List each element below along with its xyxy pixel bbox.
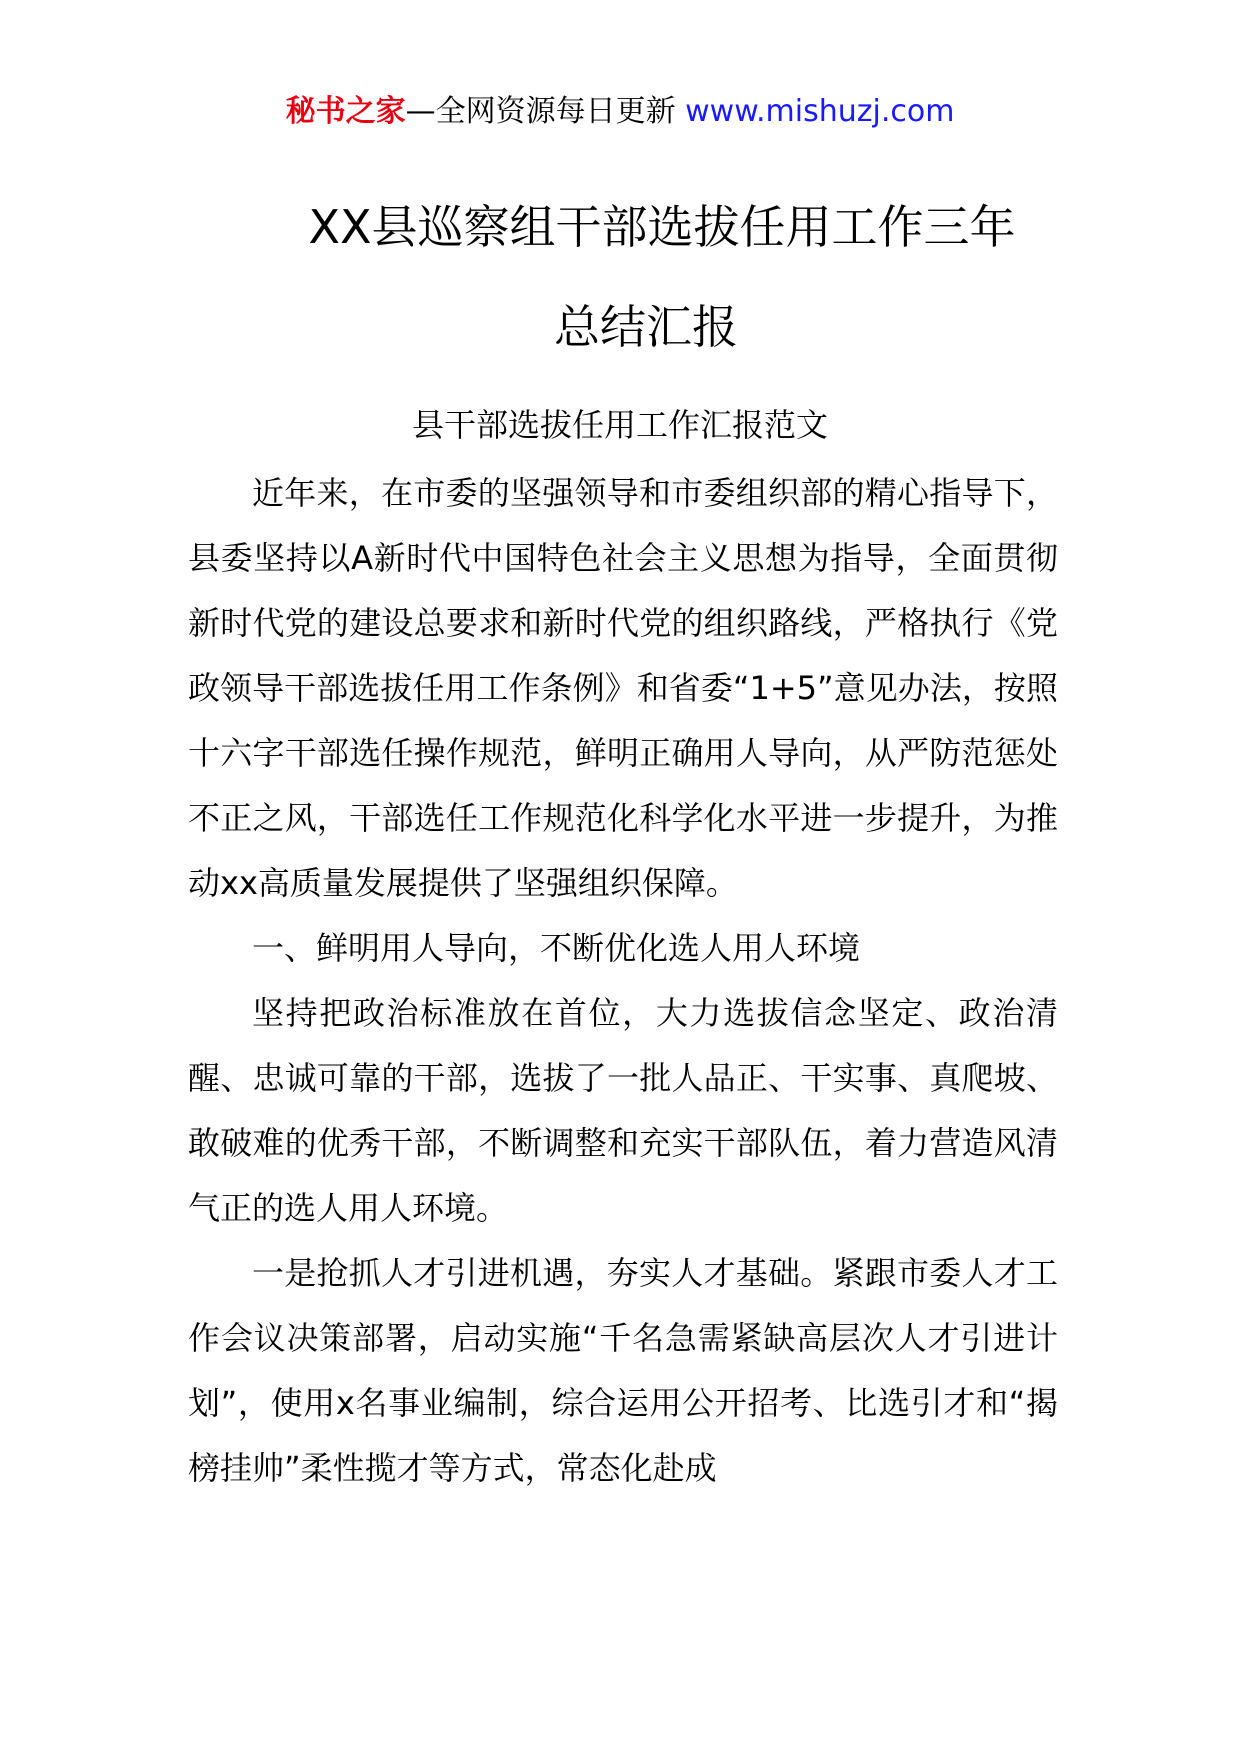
site-url-link[interactable]: www.mishuzj.com [685, 94, 955, 129]
body-paragraph: 坚持把政治标准放在首位，大力选拔信念坚定、政治清醒、忠诚可靠的干部，选拔了一批人品正、干实事、真爬坡、敢破难的优秀干部，不断调整和充实干部队伍，着力营造风清气正的选人用人环境。 [188, 994, 1058, 1227]
body-paragraph: 近年来，在市委的坚强领导和市委组织部的精心指导下，县委坚持以A新时代中国特色社会主义思想为指导，全面贯彻新时代党的建设总要求和新时代党的组织路线，严格执行《党政领导干部选拔任用工作条例》和省委“1+5”意见办法，按照十六字干部选任操作规范，鲜明正确用人导向，从严防范惩处不正之风，干部选任工作规范化科学化水平进一步提升，为推动xx高质量发展提供了坚强组织保障。 [188, 474, 1058, 902]
site-header [0, 92, 1240, 132]
section-heading: 一、鲜明用人导向，不断优化选人用人环境 [252, 929, 861, 967]
site-brand: 秘书之家 [285, 94, 406, 129]
document-body [188, 461, 1058, 1501]
document-subtitle: 县干部选拔任用工作汇报范文 [411, 406, 828, 444]
document-title-line-2: 总结汇报 [554, 300, 738, 354]
document-title-line-1: XX县巡察组干部选拔任用工作三年 [308, 200, 1016, 254]
body-paragraph: 一是抢抓人才引进机遇，夯实人才基础。紧跟市委人才工作会议决策部署，启动实施“千名急需紧缺高层次人才引进计划”，使用x名事业编制，综合运用公开招考、比选引才和“揭榜挂帅”柔性揽才等方式，常态化赴成 [188, 1254, 1058, 1487]
site-tagline: —全网资源每日更新 [405, 94, 676, 129]
